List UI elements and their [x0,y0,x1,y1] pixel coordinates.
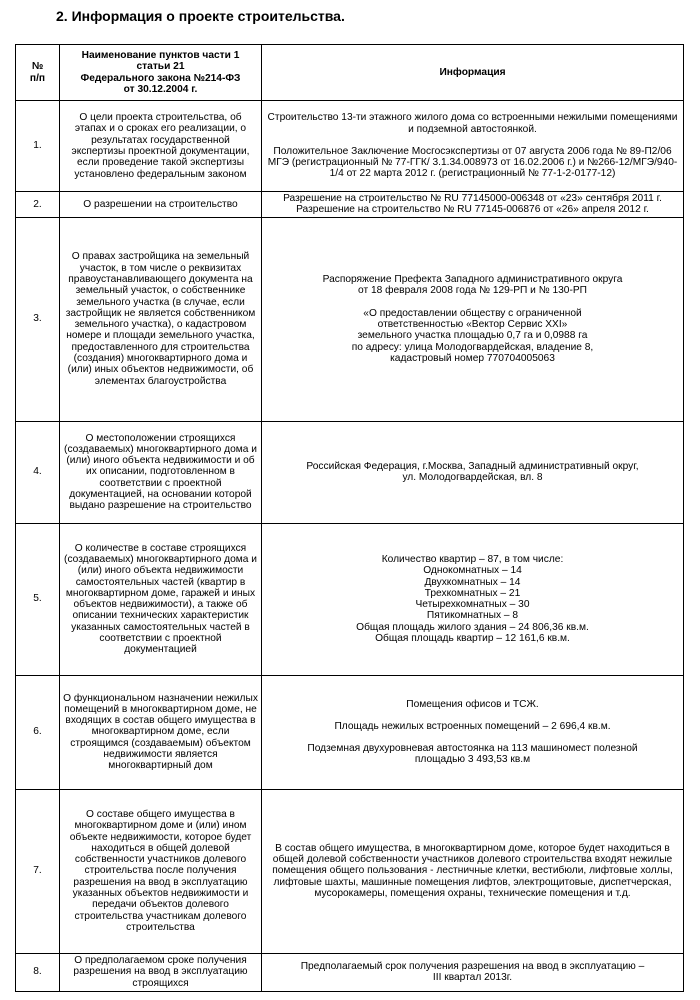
row-item: О предполагаемом сроке получения разрешения на ввод в эксплуатацию строящихся [60,953,262,991]
info-paragraph: Строительство 13-ти этажного жилого дома со встроенными нежилыми помещениями и подземной автостоянкой. [267,112,678,135]
row-info [262,675,684,789]
row-info [262,101,684,192]
info-paragraph: Разрешение на строительство № RU 77145000-006348 от «23» сентября 2011 г. Разрешение на строительство № RU 77145-006876 от «26» апреля 2012 г. [283,193,662,216]
row-info [262,421,684,523]
row-info [262,953,684,991]
project-info-table [15,44,684,992]
row-number: 5. [16,523,60,675]
row-number: 8. [16,953,60,991]
row-info [262,192,684,218]
row-info [262,523,684,675]
row-number: 7. [16,789,60,953]
row-item: О разрешении на строительство [60,192,262,218]
row-number: 1. [16,101,60,192]
table-row [16,523,684,675]
row-item: О функциональном назначении нежилых помещений в многоквартирном доме, не входящих в состав общего имущества в многоквартирном доме, если строящимся (создаваемым) объектом недвижимости является многоквартирный дом [60,675,262,789]
table-row [16,675,684,789]
info-paragraph: Площадь нежилых встроенных помещений – 2 696,4 кв.м. [334,720,611,732]
table-row [16,421,684,523]
info-paragraph: Помещения офисов и ТСЖ. [406,698,539,710]
header-number: № п/п [16,45,60,101]
table-header-row [16,45,684,101]
row-number: 6. [16,675,60,789]
row-info [262,789,684,953]
row-number: 4. [16,421,60,523]
row-item: О составе общего имущества в многоквартирном доме и (или) ином объекте недвижимости, которое будет находиться в общей долевой собственности участников долевого строительства после получения разрешения на ввод в эксплуатацию указанных объектов недвижимости и передачи объектов долевого строительства участникам долевого строительства [60,789,262,953]
info-paragraph: «О предоставлении обществу с ограниченной ответственностью «Вектор Сервис XXI» земельного участка площадью 0,7 га и 0,0988 га по адресу: улица Молодогвардейская, владение 8, кадастровый номер 770704005063 [351,307,594,364]
info-paragraph: Распоряжение Префекта Западного административного округа от 18 февраля 2008 года № 129-РП и № 130-РП [322,274,623,297]
table-row [16,789,684,953]
row-number: 3. [16,217,60,421]
row-item: О цели проекта строительства, об этапах и о сроках его реализации, о результатах государственной экспертизы проектной документации, если проведение такой экспертизы установлено федеральным законом [60,101,262,192]
row-number: 2. [16,192,60,218]
table-row [16,217,684,421]
info-paragraph: Предполагаемый срок получения разрешения на ввод в эксплуатацию – III квартал 2013г. [300,960,645,984]
table-row [16,953,684,991]
table-row [16,192,684,218]
table-row [16,101,684,192]
info-paragraph: Подземная двухуровневая автостоянка на 113 машиномест полезной площадью 3 493,53 кв.м [307,743,638,766]
row-item: О местоположении строящихся (создаваемых) многоквартирного дома и (или) иного объекта недвижимости и об их описании, подготовленном в соответствии с проектной документацией, на основании которой выдано разрешение на строительство [60,421,262,523]
info-paragraph: Количество квартир – 87, в том числе: Однокомнатных – 14 Двухкомнатных – 14 Трехкомнатных – 21 Четырехкомнатных – 30 Пятикомнатных – 8 Общая площадь жилого здания – 24 806,36 кв.м. Общая площадь квартир – 12 161,6 кв.м. [356,553,589,644]
row-item: О количестве в составе строящихся (создаваемых) многоквартирного дома и (или) иного объекта недвижимости самостоятельных частей (квартир в многоквартирном доме, гаражей и иных объектов недвижимости), а также об описании технических характеристик указанных самостоятельных частей в соответствии с проектной документацией [60,523,262,675]
row-info [262,217,684,421]
info-paragraph: Положительное Заключение Мосгосэкспертизы от 07 августа 2006 года № 89-П2/06 МГЭ (регистрационный № 77-ГГК/ 3.1.34.008973 от 16.02.2006 г.) и №266-12/МГЭ/940-1/4 от 22 марта 2012 г. (регистрационный № 77-1-2-0177-12) [267,145,678,180]
section-heading: 2. Информация о проекте строительства. [56,8,345,24]
header-item-name: Наименование пунктов части 1 статьи 21 Федерального закона №214-ФЗ от 30.12.2004 г. [60,45,262,101]
header-information: Информация [262,45,684,101]
info-paragraph: Российская Федерация, г.Москва, Западный административный округ, ул. Молодогвардейская, вл. 8 [306,460,639,484]
info-paragraph: В состав общего имущества, в многоквартирном доме, которое будет находиться в общей долевой собственности участников долевого строительства входят нежилые помещения общего пользования - лестничные клетки, вестибюли, лифтовые холлы, лифтовые шахты, машинные помещения лифтов, электрощитовые, диспетчерская, мусорокамеры, помещения охраны, технические помещения и т.д. [272,842,673,900]
row-item: О правах застройщика на земельный участок, в том числе о реквизитах правоустанавливающего документа на земельный участок, о собственнике земельного участка (в случае, если застройщик не является собственником земельного участка), о кадастровом номере и площади земельного участка, предоставленного для строительства (создания) многоквартирного дома и (или) иных объектов недвижимости, об элементах благоустройства [60,217,262,421]
